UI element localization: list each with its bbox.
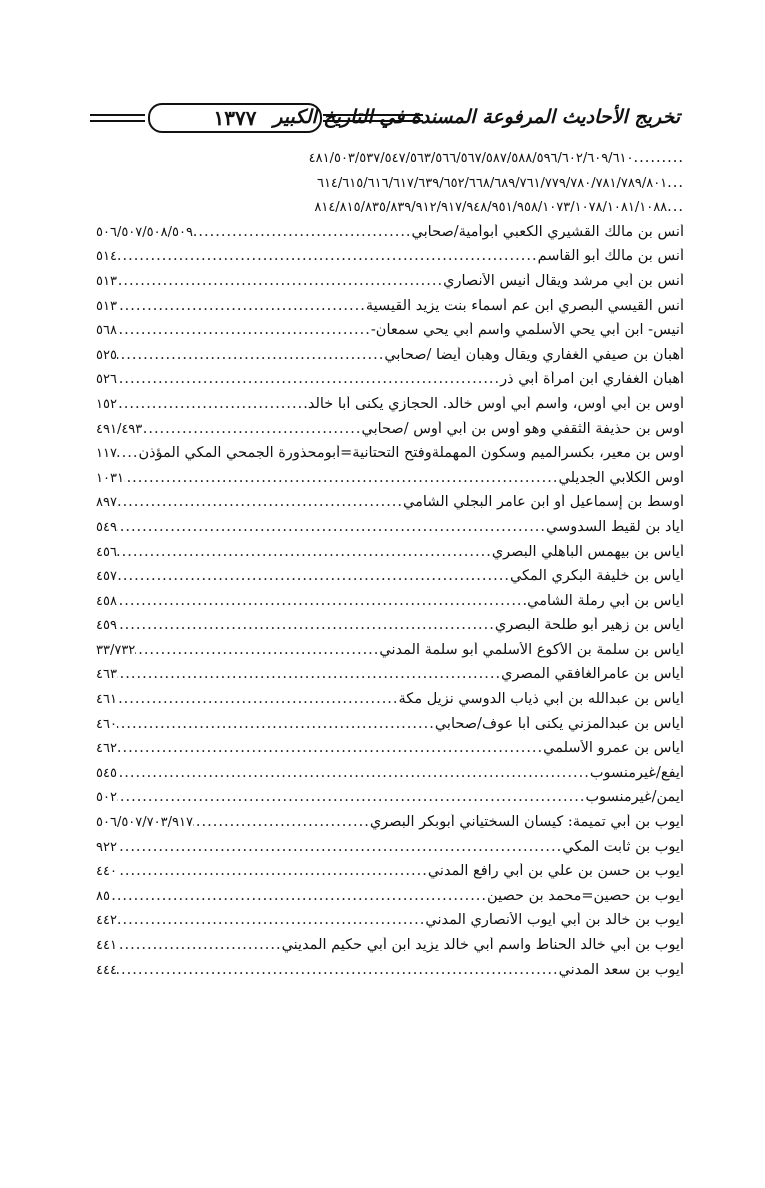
header-rule: [323, 120, 423, 122]
page-references: ٤٤١: [96, 938, 117, 953]
leader-dots: [142, 421, 361, 437]
page-references: ٥٠٢: [96, 790, 117, 806]
leader-dots: [117, 298, 366, 314]
index-entry: [96, 445, 684, 470]
page-references: ٨١٤/٨١٥/٨٣٥/٨٣٩/٩١٢/٩١٧/٩٤٨/٩٥١/٩٥٨/١٠٧٣/١٠٧٨/١٠٨١/١٠٨٨: [314, 200, 668, 216]
page-references: ٥٤٥: [96, 765, 117, 781]
page-number-badge: ١٣٧٧: [148, 103, 322, 133]
index-entry: [96, 740, 684, 765]
narrator-name: أياد بن لقيط السدوسي: [546, 518, 684, 535]
narrator-name: أيوب بن سعد المدني: [558, 961, 684, 978]
page-references: ٤٥٩: [96, 618, 117, 634]
leader-dots: [124, 470, 559, 486]
index-entry: [96, 396, 684, 421]
narrator-name: أياس بن أبي رملة الشامي.: [522, 592, 684, 609]
narrator-name: أوسط بن إسماعيل أو ابن عامر البجلي الشامي: [403, 494, 684, 511]
index-entry: [96, 814, 684, 839]
header-rule: [90, 120, 145, 122]
leader-dots: [117, 962, 559, 978]
page-references: ٥١٤: [96, 249, 117, 265]
leader-dots: [117, 371, 500, 387]
page-references: ٤٤٢: [96, 913, 117, 929]
leader-dots: .........: [633, 150, 684, 166]
narrator-name: أيمن/غيرمنسوب: [585, 789, 684, 806]
leader-dots: [117, 789, 585, 805]
page-references: ٨٩٧: [96, 495, 117, 511]
index-entry: [96, 765, 684, 790]
leader-dots: [117, 347, 384, 363]
page-references: ٤٦٠: [96, 716, 117, 732]
index-entry: [96, 322, 684, 347]
page-references: ٤٥٨: [96, 593, 117, 609]
narrator-name: أياس بن عبدالمزني يكنى أبا عوف/صحابي: [434, 715, 684, 732]
leader-dots: [117, 494, 403, 510]
page-references: ٥١٣: [96, 298, 117, 314]
leader-dots: [117, 716, 435, 732]
narrator-name: أياس بن عامرالغافقي المصري: [501, 666, 684, 683]
leader-dots: [117, 519, 546, 535]
index-entry: [96, 273, 684, 298]
page-references: ١٠٣١: [96, 470, 124, 486]
narrator-name: أياس بن عمرو الأسلمي: [543, 740, 684, 757]
index-entry: [96, 962, 684, 987]
page-references: ٥٠٦/٥٠٧/٥٠٨/٥٠٩: [96, 224, 193, 240]
leader-dots: [117, 568, 510, 584]
narrator-index-list: [96, 150, 684, 986]
index-entry: [96, 716, 684, 741]
narrator-name: أوس بن معير، بكسرالميم وسكون المهملةوفتح التحتانية=أبومحذورة الجمحي المكي المؤذن: [138, 445, 684, 462]
page-references: ٦١٤/٦١٥/٦١٦/٦١٧/٦٣٩/٦٥٢/٦٦٨/٦٨٩/٧٦١/٧٧٩/٧٨٠/٧٨١/٧٨٩/٨٠١: [316, 175, 668, 191]
narrator-name: أياس بن سلمة بن الأكوع الأسلمي أبو سلمة المدني: [379, 641, 684, 658]
page-references: ٥٢٦: [96, 372, 117, 388]
running-title: تخريج الأحاديث المرفوعة المسندة في التاريخ الكبير: [273, 106, 680, 128]
page-references: ٨٥: [96, 888, 110, 904]
leader-dots: [117, 839, 562, 855]
index-entry: [96, 544, 684, 569]
leader-dots: [117, 273, 443, 289]
index-entry: [96, 617, 684, 642]
narrator-name: أنس بن مالك القشيري الكعبي أبوأمية/صحابي: [411, 223, 684, 240]
page-references: ٥٦٨: [96, 323, 117, 339]
index-entry: [96, 863, 684, 888]
leader-dots: [110, 888, 487, 904]
continuation-page-list: [96, 175, 684, 200]
leader-dots: [117, 740, 543, 756]
index-entry: [96, 347, 684, 372]
page-references: ٥٠٦/٥٠٧/٧٠٣/٩١٧: [96, 815, 193, 831]
header-rule: [323, 114, 423, 116]
narrator-name: أياس بن خليفة البكري المكي: [509, 568, 684, 585]
index-entry: [96, 224, 684, 249]
leader-dots: [117, 445, 138, 461]
index-entry: [96, 371, 684, 396]
leader-dots: [193, 224, 412, 240]
page-references: ٤٩١/٤٩٣: [96, 421, 143, 437]
leader-dots: [117, 912, 425, 928]
narrator-name: أياس بن عبدالله بن أبي ذياب الدوسي نزيل مكة: [398, 691, 684, 708]
narrator-name: أوس الكلابي الجديلي: [558, 469, 684, 486]
index-entry: [96, 691, 684, 716]
narrator-name: أياس بن زهير أبو طلحة البصري: [494, 617, 684, 634]
narrator-name: أنس القيسي البصري ابن عم أسماء بنت يزيد القيسية: [365, 297, 684, 314]
narrator-name: أيوب بن خالد بن أبي أيوب الأنصاري المدني: [425, 912, 684, 929]
index-entry: [96, 298, 684, 323]
narrator-name: أنيس- ابن أبي يحي الأسلمي واسم أبي يحي سمعان-: [370, 322, 684, 339]
leader-dots: ...: [667, 199, 684, 216]
leader-dots: [135, 642, 379, 658]
leader-dots: [117, 617, 495, 633]
narrator-name: أوس بن حذيفة الثقفي وهو أوس بن أبي أوس /صحابي: [361, 420, 684, 437]
leader-dots: ...: [667, 174, 684, 191]
narrator-name: أنس بن مالك أبو القاسم: [537, 248, 684, 265]
leader-dots: [117, 765, 590, 781]
leader-dots: [117, 666, 501, 682]
leader-dots: [117, 322, 371, 338]
leader-dots: [117, 937, 282, 953]
narrator-name: أيوب بن أبي خالد الحناط واسم أبي خالد يزيد ابن أبي حكيم المديني: [281, 937, 684, 953]
index-entry: [96, 937, 684, 962]
narrator-name: أيوب بن ثابت المكي: [562, 838, 684, 855]
continuation-page-list: [96, 150, 684, 175]
page-references: ٤٤٤: [96, 962, 117, 978]
header-rule: [90, 114, 145, 116]
index-entry: [96, 421, 684, 446]
leader-dots: [117, 863, 428, 879]
narrator-name: أيوب بن حسن بن علي بن أبي رافع المدني: [427, 863, 684, 880]
page-references: ٣٣/٧٣٢: [96, 642, 136, 658]
leader-dots: [193, 814, 370, 830]
leader-dots: [117, 691, 399, 707]
leader-dots: [117, 248, 538, 264]
continuation-page-list: [96, 199, 684, 224]
narrator-name: أهبان الغفاري ابن امرأة أبي ذر: [500, 371, 684, 388]
page-references: ٩٢٢: [96, 839, 117, 855]
index-entry: [96, 519, 684, 544]
narrator-name: أهبان بن صيفي الغفاري ويقال وهبان أيضا /صحابي: [384, 346, 684, 363]
page-references: ٤٦٣: [96, 667, 117, 683]
narrator-name: أنس بن أبي مرشد ويقال أنيس الأنصاري: [443, 272, 684, 289]
page-references: ٤٨١/٥٠٣/٥٣٧/٥٤٧/٥٦٣/٥٦٦/٥٦٧/٥٨٧/٥٨٨/٥٩٦/٦٠٢/٦٠٩/٦١٠: [308, 151, 634, 166]
index-entry: [96, 666, 684, 691]
index-entry: [96, 912, 684, 937]
narrator-name: أياس بن بيهمس الباهلي البصري: [491, 543, 684, 560]
leader-dots: [117, 544, 492, 560]
narrator-name: أيوب بن حصين=محمد بن حصين: [487, 887, 684, 904]
narrator-name: أيوب بن أبي تميمة: كيسان السختياني أبوبكر البصري: [369, 814, 684, 831]
page-header: [90, 104, 680, 138]
narrator-name: أوس بن أبي أوس، واسم أبي أوس خالد. الحجازي يكنى أبا خالد.: [303, 395, 684, 412]
page-references: ٥٤٩: [96, 519, 117, 535]
page-references: ١١٧: [96, 446, 117, 462]
index-entry: [96, 888, 684, 913]
page-references: ٤٦١: [96, 692, 117, 708]
page-references: ٤٤٠: [96, 864, 117, 880]
leader-dots: [117, 593, 523, 609]
leader-dots: [117, 396, 303, 412]
index-entry: [96, 593, 684, 618]
index-entry: [96, 494, 684, 519]
page-references: ٤٦٢: [96, 741, 117, 757]
page-references: ٤٥٧: [96, 569, 117, 585]
index-entry: [96, 470, 684, 495]
index-entry: [96, 642, 684, 667]
index-entry: [96, 839, 684, 864]
index-entry: [96, 248, 684, 273]
page-references: ٥١٣: [96, 273, 117, 289]
page-references: ٥٢٥: [96, 347, 117, 363]
index-entry: [96, 789, 684, 814]
page-references: ١٥٢: [96, 396, 117, 412]
index-entry: [96, 568, 684, 593]
narrator-name: أيفع/غيرمنسوب: [589, 764, 684, 781]
page-references: ٤٥٦: [96, 544, 117, 560]
